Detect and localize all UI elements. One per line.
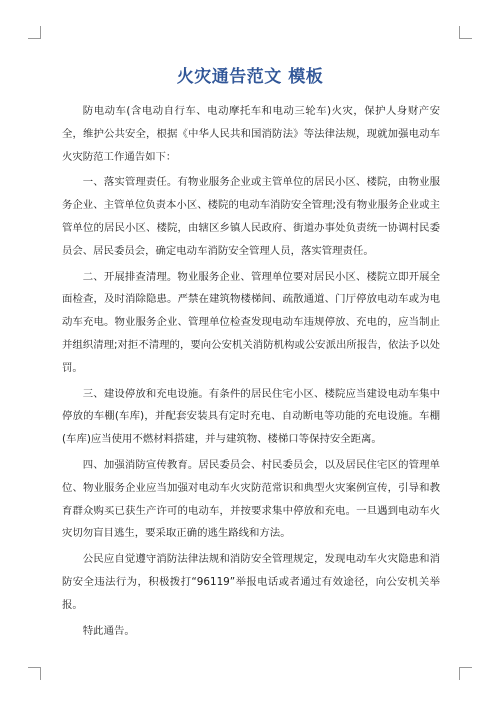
crop-mark-bottom-left [28,667,41,680]
paragraph-intro: 防电动车(含电动自行车、电动摩托车和电动三轮车)火灾，保护人身财产安全，维护公共安全，根据《中华人民共和国消防法》等法律法规，现就加强电动车火灾防范工作通告如下： [62,105,440,163]
paragraph-section-1: 一、落实管理责任。有物业服务企业或主管单位的居民小区、楼院，由物业服务企业、主管单位负责本小区、楼院的电动车消防安全管理;没有物业服务企业或主管单位的居民小区、楼院，由辖区乡镇人民政府、街道办事处负责统一协调村民委员会、居民委员会，确定电动车消防安全管理人员，落实管理责任。 [62,176,440,257]
document-body [62,100,440,645]
paragraph-section-3: 三、建设停放和充电设施。有条件的居民住宅小区、楼院应当建设电动车集中停放的车棚(车库)，并配套安装具有定时充电、自动断电等功能的充电设施。车棚(车库)应当使用不燃材料搭建，并与建筑物、楼梯口等保持安全距离。 [62,387,440,446]
paragraph-section-2: 二、开展排查清理。物业服务企业、管理单位要对居民小区、楼院立即开展全面检查，及时消除隐患。严禁在建筑物楼梯间、疏散通道、门厅停放电动车或为电动车充电。物业服务企业、管理单位检查发现电动车违规停放、充电的，应当制止并组织清理;对拒不清理的，要向公安机关消防机构或公安派出所报告，依法予以处罚。 [62,270,440,374]
crop-mark-top-left [28,26,41,39]
crop-mark-top-right [459,26,472,39]
crop-mark-bottom-right [459,667,472,680]
document-title: 火灾通告范文 模板 [176,67,324,87]
paragraph-section-4: 四、加强消防宣传教育。居民委员会、村民委员会，以及居民住宅区的管理单位、物业服务企业应当加强对电动车火灾防范常识和典型火灾案例宣传，引导和教育群众购买已获生产许可的电动车，并按要求集中停放和充电。一旦遇到电动车火灾切勿盲目逃生，要采取正确的逃生路线和方法。 [62,458,440,540]
paragraph-signoff: 特此通告。 [82,624,135,637]
paragraph-closing: 公民应自觉遵守消防法律法规和消防安全管理规定，发现电动车火灾隐患和消防安全违法行为，积极拨打“96119”举报电话或者通过有效途径，向公安机关举报。 [62,553,440,611]
